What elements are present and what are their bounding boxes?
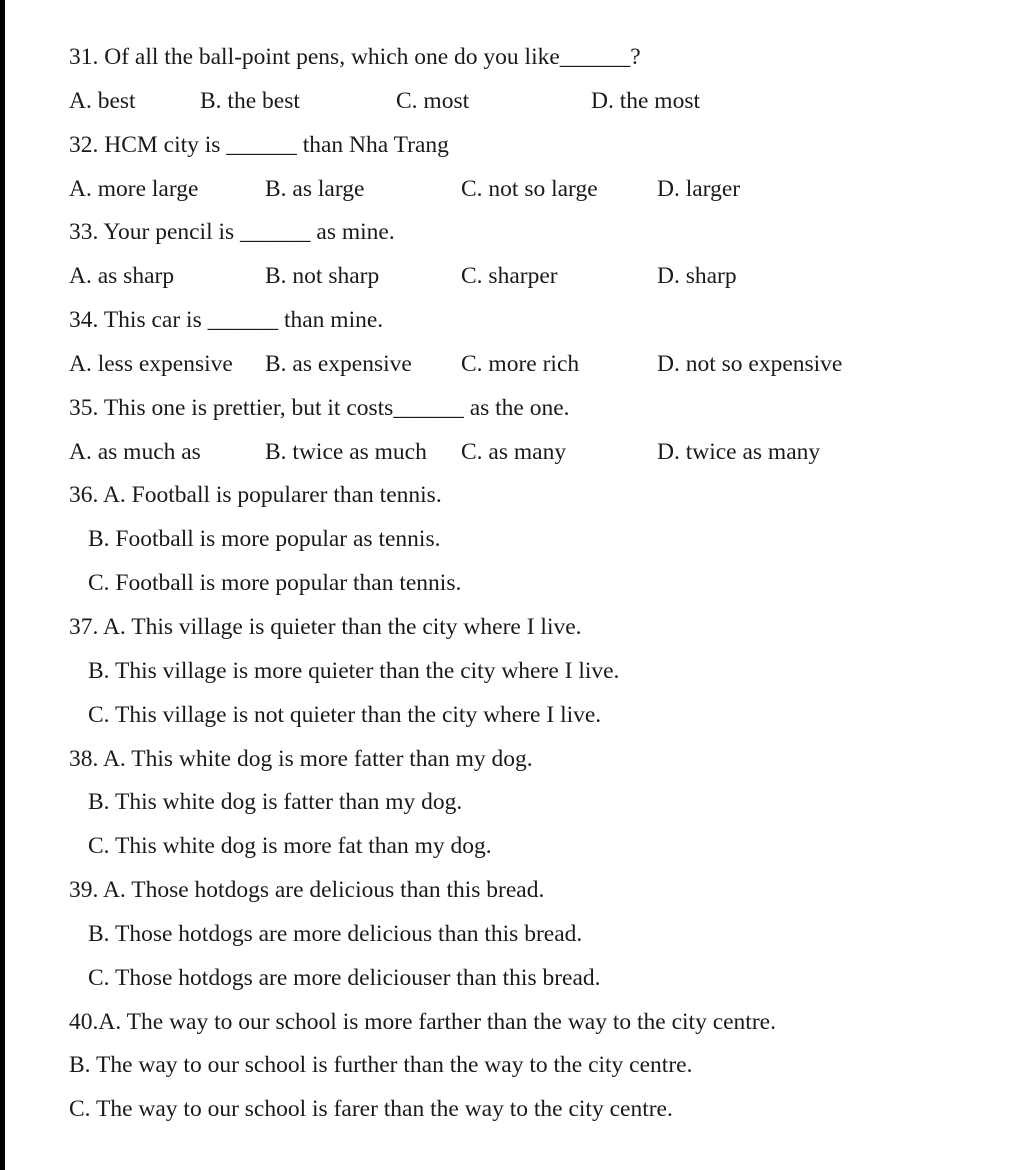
question-39-option-b: B. Those hotdogs are more delicious than this bread.	[88, 920, 583, 947]
question-34-option-b: B. as expensive	[265, 350, 412, 377]
question-31-options	[69, 82, 1009, 126]
question-33-option-b: B. not sharp	[265, 263, 380, 290]
question-37-option-b: B. This village is more quieter than the city where I live.	[88, 657, 620, 684]
question-34-options	[69, 345, 1009, 389]
question-36-option-c: C. Football is more popular than tennis.	[88, 570, 462, 597]
question-34-stem: 34. This car is ______ than mine.	[69, 307, 384, 334]
question-33-option-d: D. sharp	[657, 263, 737, 290]
exercise-sheet	[69, 38, 1009, 1134]
question-38-option-b: B. This white dog is fatter than my dog.	[88, 789, 463, 816]
question-35-option-d: D. twice as many	[657, 438, 821, 465]
question-32-stem: 32. HCM city is ______ than Nha Trang	[69, 131, 449, 158]
question-31-option-b: B. the best	[200, 87, 300, 114]
question-37-option-a: 37. A. This village is quieter than the city where I live.	[69, 613, 582, 640]
question-37-option-c: C. This village is not quieter than the city where I live.	[88, 701, 602, 728]
question-33-option-a: A. as sharp	[69, 263, 175, 290]
question-39-option-c: C. Those hotdogs are more deliciouser than this bread.	[88, 964, 601, 991]
question-35-options	[69, 433, 1009, 477]
question-36-option-b: B. Football is more popular as tennis.	[88, 526, 441, 553]
question-40-option-b: B. The way to our school is further than the way to the city centre.	[69, 1052, 693, 1079]
question-35-option-b: B. twice as much	[265, 438, 427, 465]
question-40-option-c: C. The way to our school is farer than the way to the city centre.	[69, 1096, 673, 1123]
question-31-option-c: C. most	[396, 87, 470, 114]
question-38-option-a: 38. A. This white dog is more fatter than my dog.	[69, 745, 533, 772]
question-39-option-a: 39. A. Those hotdogs are delicious than this bread.	[69, 877, 545, 904]
question-36-option-a: 36. A. Football is popularer than tennis.	[69, 482, 442, 509]
question-33-options	[69, 257, 1009, 301]
question-31-option-d: D. the most	[591, 87, 701, 114]
question-34-option-a: A. less expensive	[69, 350, 233, 377]
question-35-stem: 35. This one is prettier, but it costs______ as the one.	[69, 394, 570, 421]
question-32-option-c: C. not so large	[461, 175, 598, 202]
question-32-option-a: A. more large	[69, 175, 199, 202]
question-32-option-d: D. larger	[657, 175, 741, 202]
question-35-option-c: C. as many	[461, 438, 567, 465]
question-32-option-b: B. as large	[265, 175, 365, 202]
page-left-edge	[0, 0, 5, 1170]
question-31-stem: 31. Of all the ball-point pens, which one do you like______?	[69, 44, 641, 70]
question-34-option-d: D. not so expensive	[657, 350, 843, 377]
question-34-option-c: C. more rich	[461, 350, 580, 377]
question-35-option-a: A. as much as	[69, 438, 201, 465]
question-40-option-a: 40.A. The way to our school is more farther than the way to the city centre.	[69, 1008, 776, 1035]
question-33-stem: 33. Your pencil is ______ as mine.	[69, 219, 395, 246]
question-38-option-c: C. This white dog is more fat than my dog.	[88, 833, 492, 860]
question-32-options	[69, 170, 1009, 214]
question-33-option-c: C. sharper	[461, 263, 558, 290]
question-31-option-a: A. best	[69, 87, 136, 114]
